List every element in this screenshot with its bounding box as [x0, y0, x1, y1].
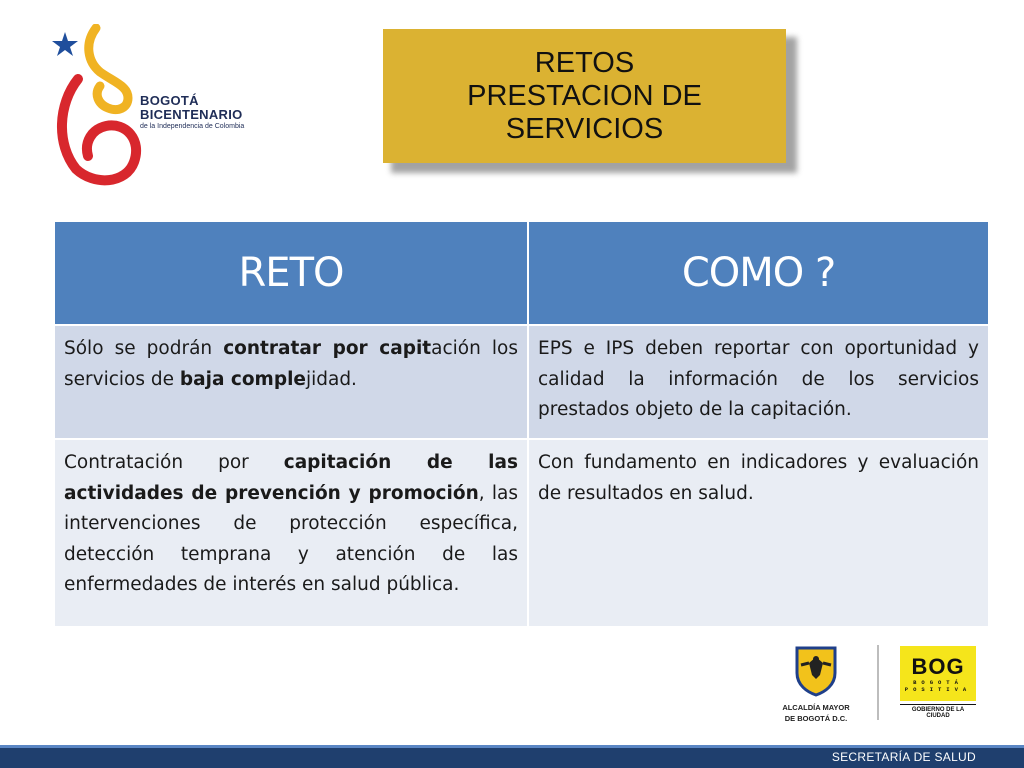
- footer-text: SECRETARÍA DE SALUD: [831, 750, 976, 764]
- footer-stripe: [0, 745, 1024, 748]
- bog-box: [900, 646, 976, 701]
- bog-word: BOG: [911, 653, 965, 679]
- bog-sub-2: POSITIVA: [904, 685, 972, 693]
- reto-emphasis: contratar por capit: [223, 338, 432, 359]
- bogota-positiva-logo: [900, 646, 976, 719]
- table-header-row: [54, 221, 989, 325]
- como-cell: Con fundamento en indicadores y evaluación de resultados en salud.: [528, 439, 989, 627]
- bog-sub-1: BOGOTÁ: [913, 678, 963, 686]
- alcaldia-line-2: DE BOGOTÁ D.C.: [784, 714, 848, 723]
- alcaldia-line-1: ALCALDÍA MAYOR: [782, 703, 850, 712]
- logo-line-3: de la Independencia de Colombia: [140, 123, 245, 130]
- title-line-3: SERVICIOS: [505, 112, 664, 145]
- reto-text: Contratación por: [64, 452, 284, 473]
- table-row: [54, 439, 989, 627]
- reto-text: Sólo se podrán: [64, 338, 224, 359]
- como-cell: EPS e IPS deben reportar con oportunidad y calidad la información de los servicios prestados objeto de la capitación.: [528, 325, 989, 439]
- bicentenario-logo: [48, 24, 268, 189]
- reto-text: jidad.: [305, 368, 357, 390]
- reto-emphasis: capitación de las actividades de prevención y promoción: [64, 452, 518, 504]
- title-line-2: PRESTACION DE: [467, 79, 702, 112]
- logo-line-2: BICENTENARIO: [140, 107, 243, 122]
- header-reto: RETO: [54, 221, 528, 325]
- reto-cell: [54, 325, 528, 439]
- title-line-1: RETOS: [534, 46, 635, 79]
- header-como: COMO ?: [528, 221, 989, 325]
- logo-text: [140, 94, 244, 131]
- reto-text: ación los servicios de: [64, 338, 519, 390]
- table-row: [54, 325, 989, 439]
- logo-divider: [877, 645, 879, 720]
- logo-line-1: BOGOTÁ: [140, 93, 199, 108]
- retos-table: [53, 220, 990, 628]
- bog-government: GOBIERNO DE LA CIUDAD: [900, 704, 976, 719]
- title-box: [383, 29, 786, 163]
- coat-of-arms-icon: [793, 645, 839, 697]
- alcaldia-logo: [776, 645, 856, 723]
- reto-text: , las intervenciones de protección específica, detección temprana y atención de las enfermedades de interés en salud pública.: [64, 482, 518, 595]
- reto-cell: [54, 439, 528, 627]
- reto-emphasis: baja comple: [179, 368, 306, 390]
